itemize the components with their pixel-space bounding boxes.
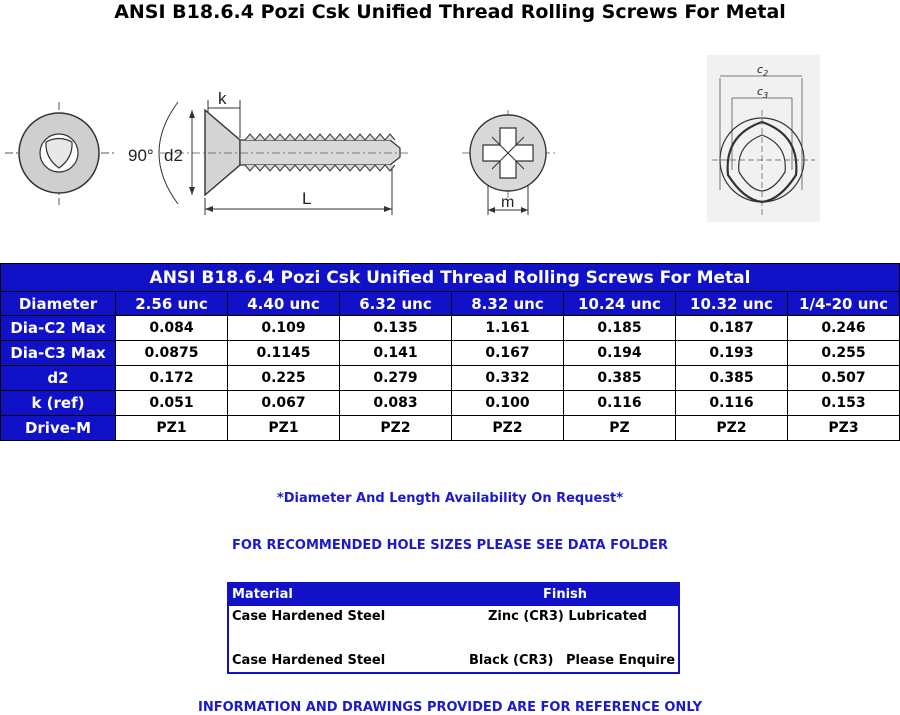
material-finish-table bbox=[227, 582, 680, 674]
table-row bbox=[1, 341, 900, 366]
row-header: Drive-M bbox=[1, 416, 116, 441]
table-cell: PZ1 bbox=[228, 416, 340, 441]
table-cell: 0.507 bbox=[788, 366, 900, 391]
table-row bbox=[1, 366, 900, 391]
row-header: d2 bbox=[1, 366, 116, 391]
angle-label: 90° bbox=[128, 146, 154, 165]
table-cell: PZ2 bbox=[340, 416, 452, 441]
column-header: 10.24 unc bbox=[564, 292, 676, 316]
table-cell: 0.051 bbox=[116, 391, 228, 416]
table-row bbox=[1, 316, 900, 341]
trilobular-section-view bbox=[707, 55, 820, 222]
table-cell: 0.385 bbox=[564, 366, 676, 391]
material-table-header bbox=[229, 584, 678, 606]
table-cell: 0.385 bbox=[676, 366, 788, 391]
screw-side-view bbox=[159, 100, 410, 215]
table-cell: 0.109 bbox=[228, 316, 340, 341]
column-header: 2.56 unc bbox=[116, 292, 228, 316]
table-cell: 0.141 bbox=[340, 341, 452, 366]
c2-subscript: 2 bbox=[763, 69, 769, 78]
table-cell: 0.255 bbox=[788, 341, 900, 366]
table-cell: 0.116 bbox=[676, 391, 788, 416]
table-cell: 0.135 bbox=[340, 316, 452, 341]
table-cell: 0.193 bbox=[676, 341, 788, 366]
table-cell: 0.067 bbox=[228, 391, 340, 416]
table-row bbox=[229, 650, 678, 672]
spec-table-heading: ANSI B18.6.4 Pozi Csk Unified Thread Rolling Screws For Metal bbox=[1, 264, 900, 292]
corner-header: Diameter bbox=[1, 292, 116, 316]
table-cell: 1.161 bbox=[452, 316, 564, 341]
k-label: k bbox=[218, 89, 227, 108]
c3-label: c bbox=[757, 85, 764, 98]
column-header: 4.40 unc bbox=[228, 292, 340, 316]
c3-subscript: 3 bbox=[763, 91, 769, 100]
availability-note: *Diameter And Length Availability On Request* bbox=[276, 491, 624, 506]
reference-note: INFORMATION AND DRAWINGS PROVIDED ARE FOR REFERENCE ONLY bbox=[197, 700, 702, 715]
technical-drawings bbox=[0, 40, 900, 240]
table-cell: 0.225 bbox=[228, 366, 340, 391]
row-header: Dia-C2 Max bbox=[1, 316, 116, 341]
finish-cell: Black (CR3) bbox=[469, 653, 554, 668]
table-cell: 0.0875 bbox=[116, 341, 228, 366]
table-cell: 0.246 bbox=[788, 316, 900, 341]
table-row bbox=[229, 606, 678, 628]
column-header: 1/4-20 unc bbox=[788, 292, 900, 316]
row-header: Dia-C3 Max bbox=[1, 341, 116, 366]
column-header: 10.32 unc bbox=[676, 292, 788, 316]
table-cell: PZ2 bbox=[452, 416, 564, 441]
table-row bbox=[1, 391, 900, 416]
table-cell: PZ bbox=[564, 416, 676, 441]
column-header: 8.32 unc bbox=[452, 292, 564, 316]
finish-header: Finish bbox=[543, 587, 588, 602]
material-cell: Case Hardened Steel bbox=[232, 653, 386, 668]
table-cell: 0.194 bbox=[564, 341, 676, 366]
material-header: Material bbox=[232, 587, 293, 602]
finish-extra-cell: Please Enquire bbox=[566, 653, 676, 668]
material-cell: Case Hardened Steel bbox=[232, 609, 386, 624]
table-cell: 0.116 bbox=[564, 391, 676, 416]
table-cell: 0.1145 bbox=[228, 341, 340, 366]
c2-label: c bbox=[757, 63, 764, 76]
table-cell: 0.084 bbox=[116, 316, 228, 341]
l-label: L bbox=[302, 189, 312, 208]
table-cell: 0.172 bbox=[116, 366, 228, 391]
table-cell: 0.083 bbox=[340, 391, 452, 416]
m-label: m bbox=[501, 194, 515, 211]
table-row bbox=[1, 416, 900, 441]
table-cell: PZ1 bbox=[116, 416, 228, 441]
table-cell: 0.185 bbox=[564, 316, 676, 341]
table-cell: 0.187 bbox=[676, 316, 788, 341]
head-top-view bbox=[5, 102, 115, 205]
column-header: 6.32 unc bbox=[340, 292, 452, 316]
finish-cell: Zinc (CR3) Lubricated bbox=[488, 609, 647, 624]
table-cell: PZ2 bbox=[676, 416, 788, 441]
table-cell: 0.332 bbox=[452, 366, 564, 391]
row-header: k (ref) bbox=[1, 391, 116, 416]
page-title: ANSI B18.6.4 Pozi Csk Unified Thread Rolling Screws For Metal bbox=[114, 1, 786, 23]
specification-table bbox=[0, 263, 900, 441]
d2-label: d2 bbox=[164, 146, 183, 165]
table-cell: 0.153 bbox=[788, 391, 900, 416]
table-cell: PZ3 bbox=[788, 416, 900, 441]
table-cell: 0.100 bbox=[452, 391, 564, 416]
hole-sizes-note: FOR RECOMMENDED HOLE SIZES PLEASE SEE DATA FOLDER bbox=[232, 538, 668, 553]
table-cell: 0.167 bbox=[452, 341, 564, 366]
table-cell: 0.279 bbox=[340, 366, 452, 391]
